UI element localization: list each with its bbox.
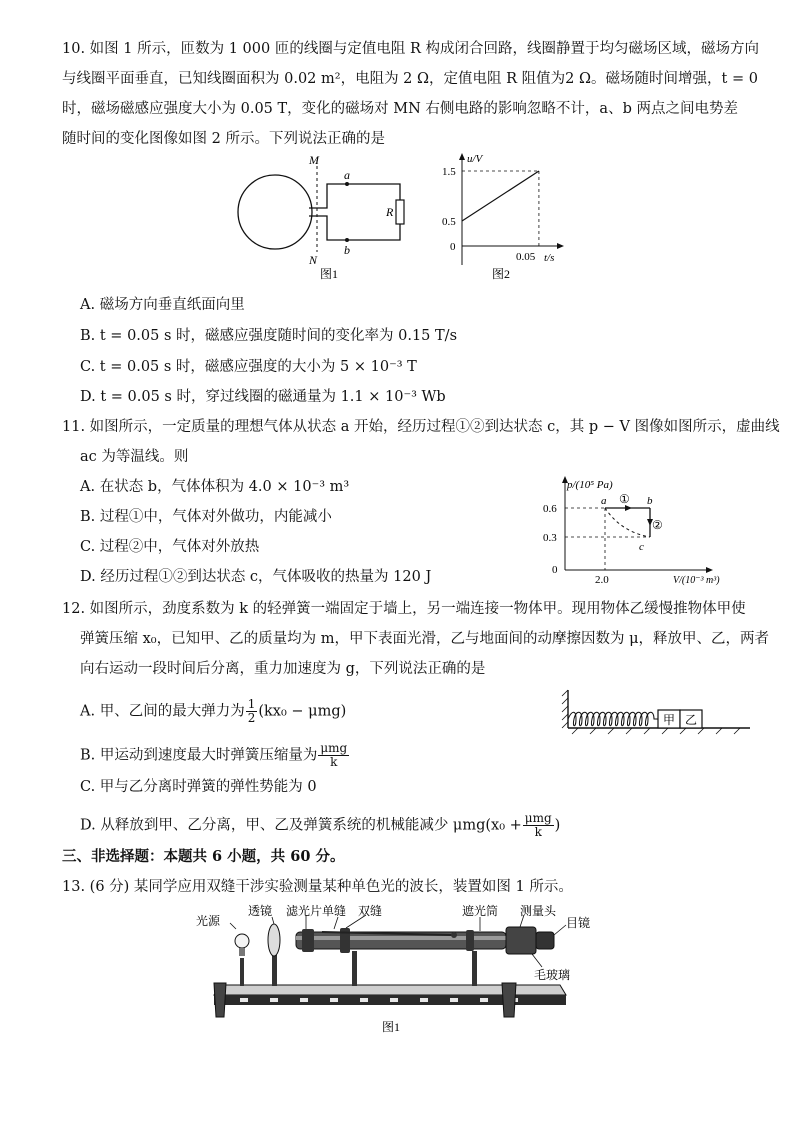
q13-line-1: 13. (6 分) 某同学应用双缝干涉实验测量某种单色光的波长，装置如图 1 所示。: [62, 879, 573, 895]
q11-pv-diagram: [535, 470, 725, 588]
state-c: c: [639, 541, 644, 553]
q12-line-3: 向右运动一段时间后分离，重力加速度为 g，下列说法正确的是: [80, 661, 486, 677]
label-light-source: 光源: [196, 914, 221, 928]
v-axis-label: V/(10⁻³ m³): [673, 575, 720, 586]
y-tick-0.5: 0.5: [442, 216, 456, 228]
q13-double-slit-apparatus: [190, 903, 590, 1038]
y-axis-label: u/V: [467, 153, 483, 165]
q10-option-b: B. t = 0.05 s 时，磁感应强度随时间的变化率为 0.15 T/s: [80, 328, 458, 344]
p-axis-label: p/(10⁵ Pa): [567, 479, 613, 491]
p-tick-0.6: 0.6: [543, 503, 557, 515]
state-b: b: [647, 495, 653, 507]
p-tick-0.3: 0.3: [543, 532, 557, 544]
label-jia: 甲: [663, 713, 676, 727]
q10-line-3: 时，磁场磁感应强度大小为 0.05 T，变化的磁场对 MN 右侧电路的影响忽略不计，a、b 两点之间电势差: [62, 101, 738, 117]
section-3-heading: 三、非选择题：本题共 6 小题，共 60 分。: [62, 848, 345, 865]
label-frosted-glass: 毛玻璃: [534, 968, 571, 982]
isotherm-ac: [605, 508, 650, 537]
label-light-tube: 遮光筒: [462, 904, 499, 918]
q12-option-c: C. 甲与乙分离时弹簧的弹性势能为 0: [80, 779, 317, 795]
label-b: b: [344, 243, 350, 257]
label-yi: 乙: [685, 713, 698, 727]
label-measure-head: 测量头: [520, 904, 557, 918]
q12-option-b: B. 甲运动到速度最大时弹簧压缩量为 $\frac{\text{μmg}}{k}$: [80, 741, 348, 769]
q12-spring-figure: [560, 688, 760, 738]
resistor-r: [396, 200, 404, 224]
q10-option-c: C. t = 0.05 s 时，磁感应强度的大小为 5 × 10⁻³ T: [80, 359, 417, 375]
fig1-caption: 图1: [320, 267, 339, 281]
q10-line-4: 随时间的变化图像如图 2 所示。下列说法正确的是: [62, 131, 385, 147]
q10-option-a: A. 磁场方向垂直纸面向里: [80, 297, 245, 313]
q10-option-d: D. t = 0.05 s 时，穿过线圈的磁通量为 1.1 × 10⁻³ Wb: [80, 389, 446, 405]
q10-figure-2-chart: [440, 150, 570, 285]
q12-option-d: D. 从释放到甲、乙分离，甲、乙及弹簧系统的机械能减少 μmg(x₀ + $\frac{\text{μmg}}{k}$ ): [80, 811, 561, 839]
v-tick-2.0: 2.0: [595, 574, 609, 586]
y-tick-1.5: 1.5: [442, 166, 456, 178]
label-n: N: [309, 253, 318, 267]
q11-option-b: B. 过程①中，气体对外做功，内能减小: [80, 509, 332, 525]
q10-line-1: 10. 如图 1 所示，匝数为 1 000 匝的线圈与定值电阻 R 构成闭合回路，线圈静置于均匀磁场区域，磁场方向: [62, 41, 759, 57]
series-line-u: [462, 171, 539, 221]
process-1-label: ①: [619, 492, 630, 506]
label-r: R: [386, 205, 394, 219]
origin-label: 0: [450, 241, 456, 253]
label-single-slit: 单缝: [322, 904, 347, 918]
q12-line-1: 12. 如图所示，劲度系数为 k 的轻弹簧一端固定于墙上，另一端连接一物体甲。现用物体乙缓慢推物体甲使: [62, 601, 746, 617]
q11-option-a: A. 在状态 b，气体体积为 4.0 × 10⁻³ m³: [80, 479, 350, 495]
q11-line-1: 11. 如图所示，一定质量的理想气体从状态 a 开始，经历过程①②到达状态 c，其 p − V 图像如图所示，虚曲线: [62, 419, 780, 435]
label-eyepiece: 目镜: [566, 916, 590, 930]
q10-line-2: 与线圈平面垂直，已知线圈面积为 0.02 m²，电阻为 2 Ω，定值电阻 R 阻值为2 Ω。磁场随时间增强，t = 0: [62, 71, 758, 87]
state-a: a: [601, 495, 607, 507]
fig2-caption: 图2: [492, 267, 511, 281]
x-axis-label: t/s: [544, 252, 555, 264]
q12-option-a: A. 甲、乙间的最大弹力为 $\frac{1}{2}$ (kx₀ − μmg): [80, 697, 347, 725]
label-m: M: [309, 153, 319, 167]
q12-line-2: 弹簧压缩 x₀，已知甲、乙的质量均为 m，甲下表面光滑，乙与地面间的动摩擦因数为 μ，释放甲、乙，两者: [80, 631, 769, 647]
label-filter: 滤光片: [286, 904, 323, 918]
label-lens: 透镜: [248, 904, 273, 918]
process-2-label: ②: [652, 518, 663, 532]
x-tick-0.05: 0.05: [516, 251, 536, 263]
label-a: a: [344, 168, 350, 182]
spring: [568, 712, 658, 726]
q10-figure-1: [230, 152, 420, 287]
origin-label: 0: [552, 564, 558, 576]
label-double-slit: 双缝: [358, 904, 383, 918]
q11-option-c: C. 过程②中，气体对外放热: [80, 539, 260, 555]
q11-line-2: ac 为等温线。则: [80, 449, 189, 465]
q11-option-d: D. 经历过程①②到达状态 c，气体吸收的热量为 120 J: [80, 569, 432, 585]
q13-fig-caption: 图1: [382, 1020, 401, 1034]
